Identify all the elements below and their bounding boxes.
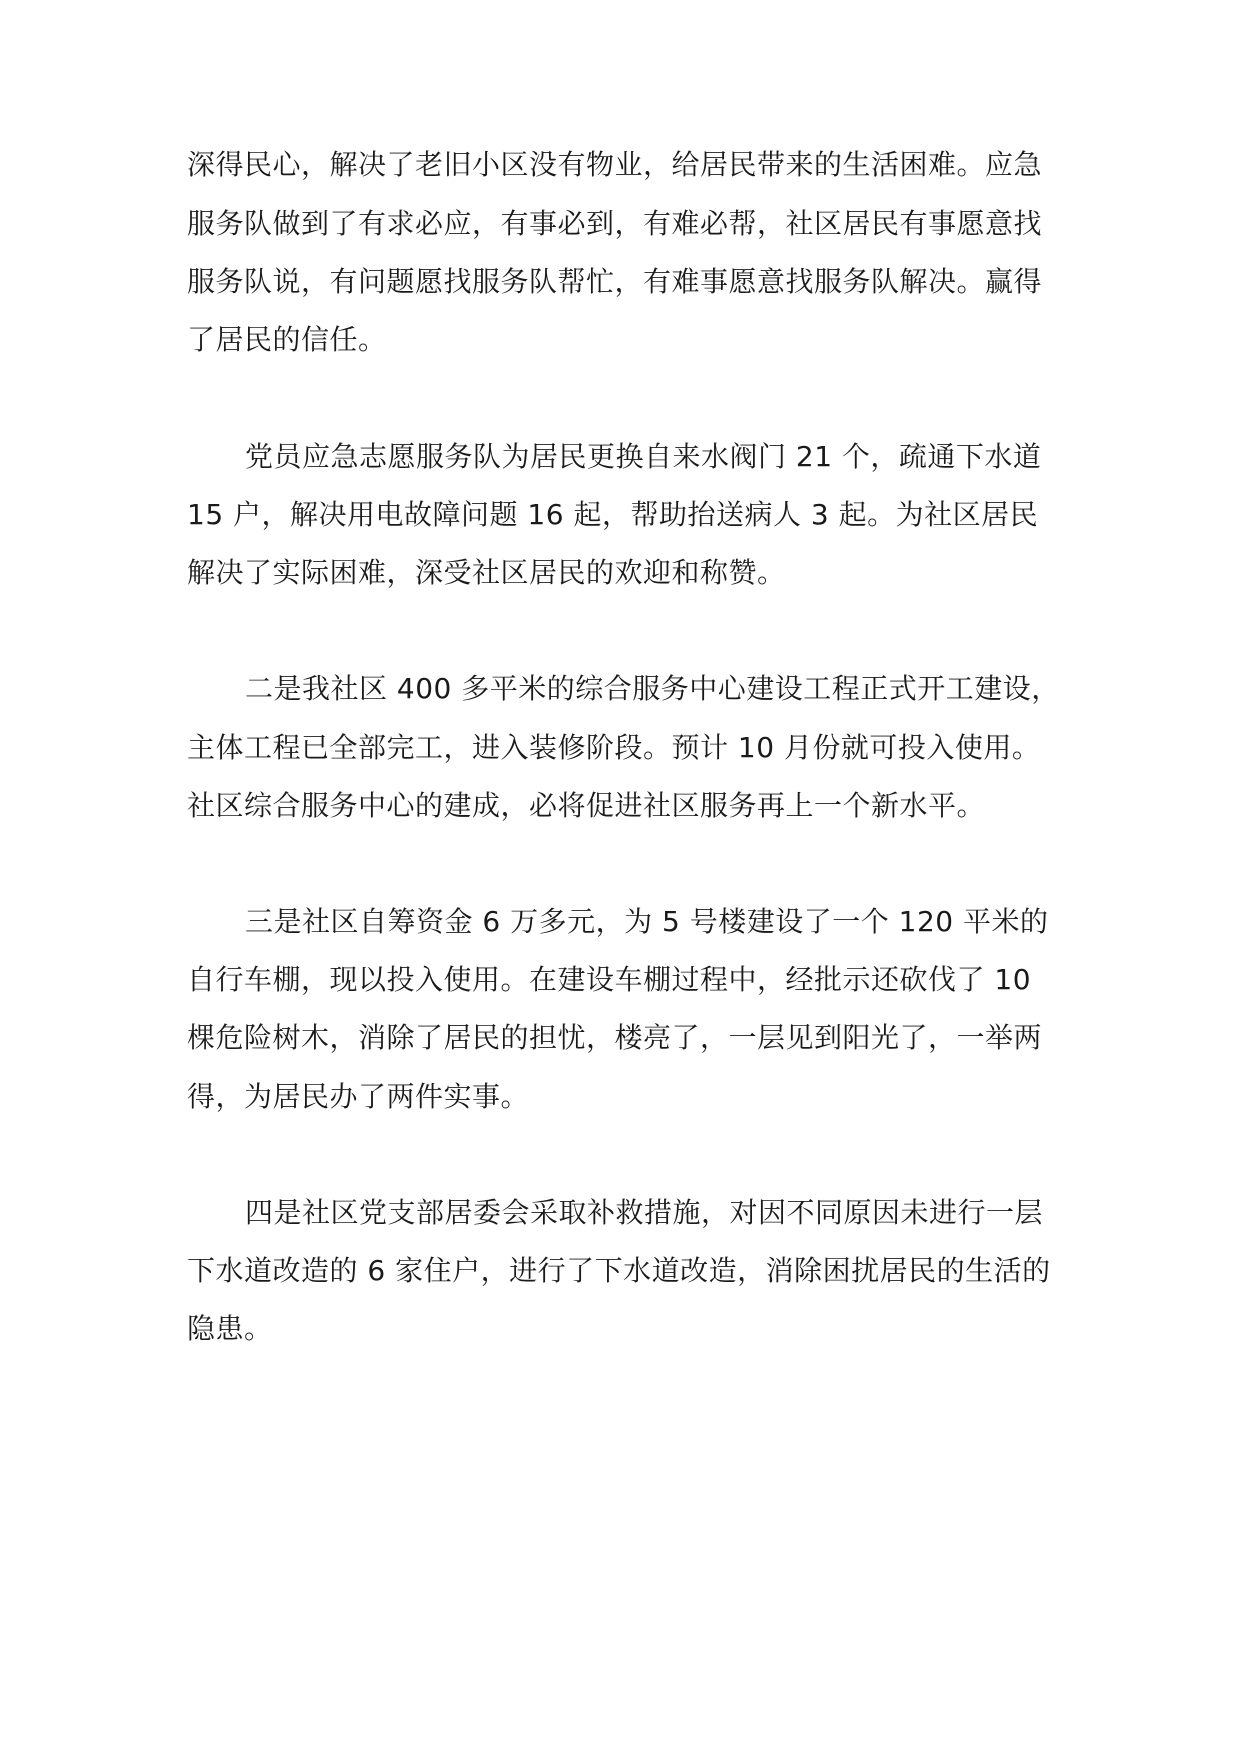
paragraph-5-line-1: 四是社区党支部居委会采取补救措施，对因不同原因未进行一层 — [245, 1196, 1044, 1229]
paragraph-4-line-2: 自行车棚，现以投入使用。在建设车棚过程中，经批示还砍伐了 10 — [187, 963, 1032, 996]
paragraph-3-line-3: 社区综合服务中心的建成，必将促进社区服务再上一个新水平。 — [187, 789, 986, 822]
paragraph-2-line-3: 解决了实际困难，深受社区居民的欢迎和称赞。 — [187, 556, 786, 589]
paragraph-4-line-4: 得，为居民办了两件实事。 — [187, 1080, 530, 1113]
paragraph-1-line-3: 服务队说，有问题愿找服务队帮忙，有难事愿意找服务队解决。赢得 — [187, 265, 1043, 298]
paragraph-1-line-4: 了居民的信任。 — [187, 323, 387, 356]
paragraph-2-line-2: 15 户，解决用电故障问题 16 起，帮助抬送病人 3 起。为社区居民 — [187, 498, 1039, 531]
paragraph-5-line-2: 下水道改造的 6 家住户，进行了下水道改造，消除困扰居民的生活的 — [187, 1254, 1051, 1287]
paragraph-4-line-3: 棵危险树木，消除了居民的担忧，楼亮了，一层见到阳光了，一举两 — [187, 1021, 1043, 1054]
paragraph-5-line-3: 隐患。 — [187, 1312, 273, 1345]
paragraph-2-line-1: 党员应急志愿服务队为居民更换自来水阀门 21 个，疏通下水道 — [245, 440, 1042, 473]
paragraph-4-line-1: 三是社区自筹资金 6 万多元，为 5 号楼建设了一个 120 平米的 — [245, 905, 1049, 938]
paragraph-3-line-2: 主体工程已全部完工，进入装修阶段。预计 10 月份就可投入使用。 — [187, 731, 1041, 764]
paragraph-1-line-2: 服务队做到了有求必应，有事必到，有难必帮，社区居民有事愿意找 — [187, 207, 1043, 240]
paragraph-3-line-1: 二是我社区 400 多平米的综合服务中心建设工程正式开工建设， — [245, 672, 1060, 705]
paragraph-1-line-1: 深得民心，解决了老旧小区没有物业，给居民带来的生活困难。应急 — [187, 148, 1043, 181]
